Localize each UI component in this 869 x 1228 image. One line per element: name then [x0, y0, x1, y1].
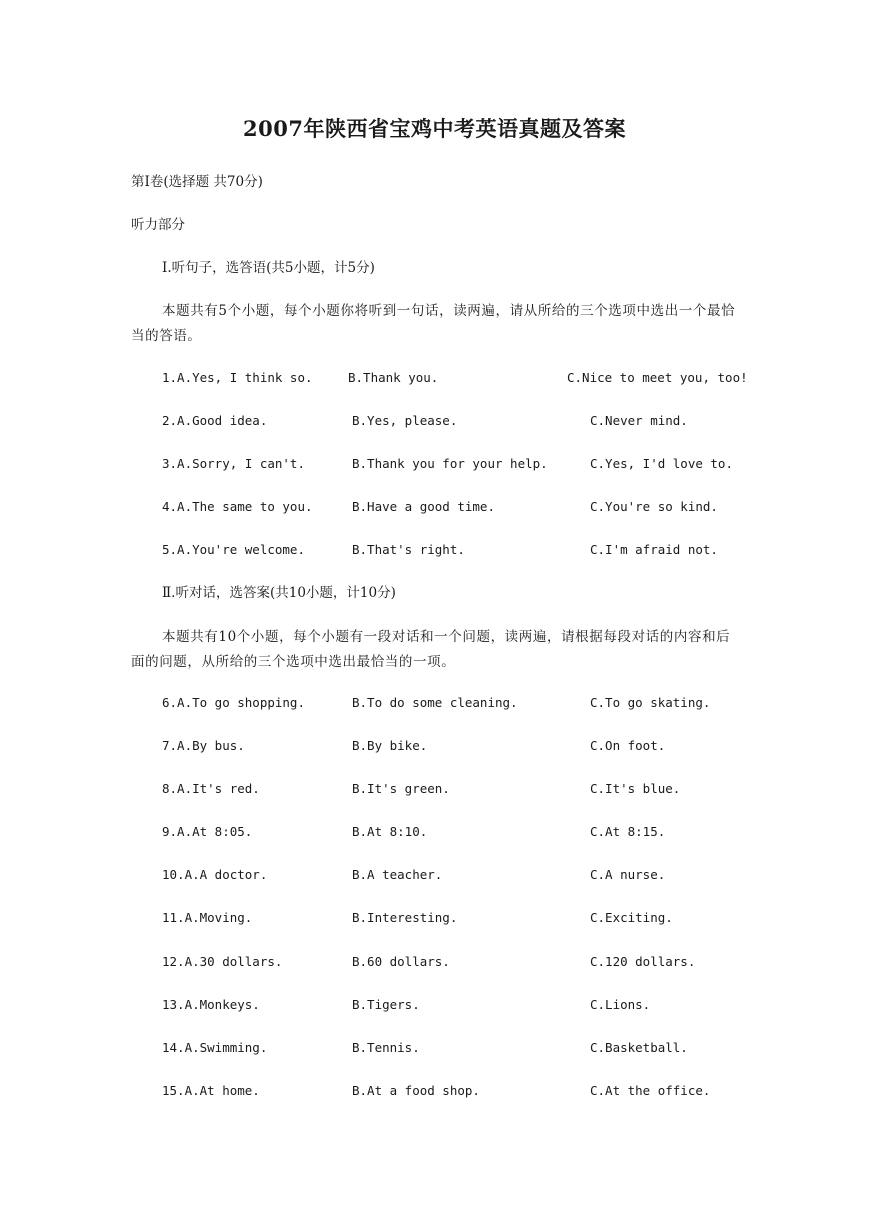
question-6-option-a: 6.A.To go shopping. — [162, 695, 305, 710]
question-11-option-b: B.Interesting. — [352, 910, 458, 925]
question-6-option-c: C.To go skating. — [590, 695, 711, 710]
section2-heading: Ⅱ.听对话，选答案(共10小题，计10分) — [162, 585, 396, 601]
question-15-option-c: C.At the office. — [590, 1083, 711, 1098]
question-3-option-a: 3.A.Sorry, I can't. — [162, 456, 305, 471]
question-5-option-a: 5.A.You're welcome. — [162, 542, 305, 557]
section1-instruction: 本题共有5个小题，每个小题你将听到一句话，读两遍，请从所给的三个选项中选出一个最恰当的答语。 — [131, 303, 736, 344]
question-6-option-b: B.To do some cleaning. — [352, 695, 518, 710]
question-8-option-b: B.It's green. — [352, 781, 450, 796]
question-4-option-b: B.Have a good time. — [352, 499, 495, 514]
listening-heading: 听力部分 — [131, 217, 185, 233]
question-13-option-b: B.Tigers. — [352, 997, 420, 1012]
question-15-option-a: 15.A.At home. — [162, 1083, 260, 1098]
document-title: 2007年陕西省宝鸡中考英语真题及答案 — [243, 116, 626, 141]
question-12-option-a: 12.A.30 dollars. — [162, 954, 283, 969]
question-9-option-b: B.At 8:10. — [352, 824, 428, 839]
question-9-option-a: 9.A.At 8:05. — [162, 824, 253, 839]
question-7-option-b: B.By bike. — [352, 738, 428, 753]
question-2-option-a: 2.A.Good idea. — [162, 413, 268, 428]
question-11-option-c: C.Exciting. — [590, 910, 673, 925]
question-5-option-c: C.I'm afraid not. — [590, 542, 718, 557]
question-1-option-a: 1.A.Yes, I think so. — [162, 370, 313, 385]
question-5-option-b: B.That's right. — [352, 542, 465, 557]
question-15-option-b: B.At a food shop. — [352, 1083, 480, 1098]
question-14-option-a: 14.A.Swimming. — [162, 1040, 268, 1055]
question-14-option-b: B.Tennis. — [352, 1040, 420, 1055]
question-10-option-a: 10.A.A doctor. — [162, 867, 268, 882]
question-9-option-c: C.At 8:15. — [590, 824, 666, 839]
section2-instruction: 本题共有10个小题，每个小题有一段对话和一个问题，读两遍，请根据每段对话的内容和后面的问题，从所给的三个选项中选出最恰当的一项。 — [131, 629, 731, 670]
question-12-option-b: B.60 dollars. — [352, 954, 450, 969]
question-10-option-c: C.A nurse. — [590, 867, 666, 882]
question-4-option-a: 4.A.The same to you. — [162, 499, 313, 514]
question-13-option-a: 13.A.Monkeys. — [162, 997, 260, 1012]
question-8-option-c: C.It's blue. — [590, 781, 681, 796]
question-1-option-b: B.Thank you. — [348, 370, 439, 385]
question-7-option-a: 7.A.By bus. — [162, 738, 245, 753]
question-7-option-c: C.On foot. — [590, 738, 666, 753]
part1-heading: 第Ⅰ卷(选择题 共70分) — [131, 174, 263, 190]
question-10-option-b: B.A teacher. — [352, 867, 443, 882]
question-14-option-c: C.Basketball. — [590, 1040, 688, 1055]
question-2-option-b: B.Yes, please. — [352, 413, 458, 428]
question-2-option-c: C.Never mind. — [590, 413, 688, 428]
question-12-option-c: C.120 dollars. — [590, 954, 696, 969]
question-3-option-b: B.Thank you for your help. — [352, 456, 548, 471]
question-13-option-c: C.Lions. — [590, 997, 651, 1012]
question-3-option-c: C.Yes, I'd love to. — [590, 456, 733, 471]
question-11-option-a: 11.A.Moving. — [162, 910, 253, 925]
section1-heading: Ⅰ.听句子，选答语(共5小题，计5分) — [162, 260, 375, 276]
question-8-option-a: 8.A.It's red. — [162, 781, 260, 796]
question-4-option-c: C.You're so kind. — [590, 499, 718, 514]
question-1-option-c: C.Nice to meet you, too! — [567, 370, 748, 385]
